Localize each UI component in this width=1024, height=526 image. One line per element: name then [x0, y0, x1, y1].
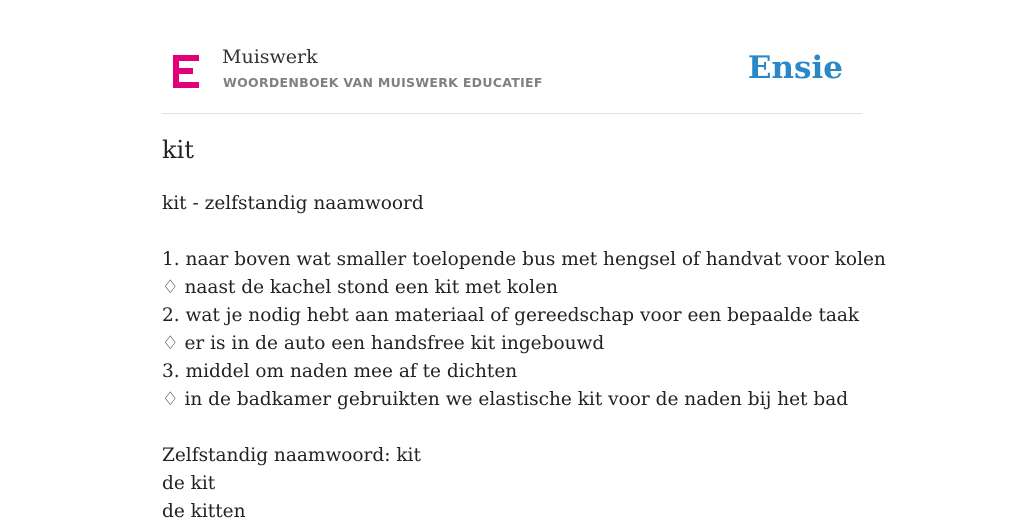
brand-name[interactable]: Muiswerk	[222, 46, 318, 68]
sense-3-definition: 3. middel om naden mee af te dichten	[162, 361, 518, 382]
grammar-heading: Zelfstandig naamwoord: kit	[162, 445, 421, 466]
sense-1-example: ♢ naast de kachel stond een kit met kolen	[162, 277, 558, 298]
definition-body	[162, 190, 886, 526]
part-of-speech-line: kit - zelfstandig naamwoord	[162, 193, 424, 214]
sense-3-example: ♢ in de badkamer gebruikten we elastische kit voor de naden bij het bad	[162, 389, 849, 410]
grammar-plural: de kitten	[162, 501, 246, 522]
site-header	[162, 0, 862, 114]
page-title: kit	[162, 136, 194, 164]
sense-1-definition: 1. naar boven wat smaller toelopende bus met hengsel of handvat voor kolen	[162, 249, 886, 270]
muiswerk-logo-icon[interactable]	[173, 55, 199, 88]
grammar-singular: de kit	[162, 473, 216, 494]
ensie-logo-link[interactable]: Ensie	[747, 50, 843, 86]
page-container	[162, 0, 886, 522]
spacer	[162, 414, 882, 442]
sense-2-definition: 2. wat je nodig hebt aan materiaal of gereedschap voor een bepaalde taak	[162, 305, 860, 326]
spacer	[162, 218, 882, 246]
brand-subtitle: WOORDENBOEK VAN MUISWERK EDUCATIEF	[223, 75, 543, 90]
sense-2-example: ♢ er is in de auto een handsfree kit ingebouwd	[162, 333, 605, 354]
